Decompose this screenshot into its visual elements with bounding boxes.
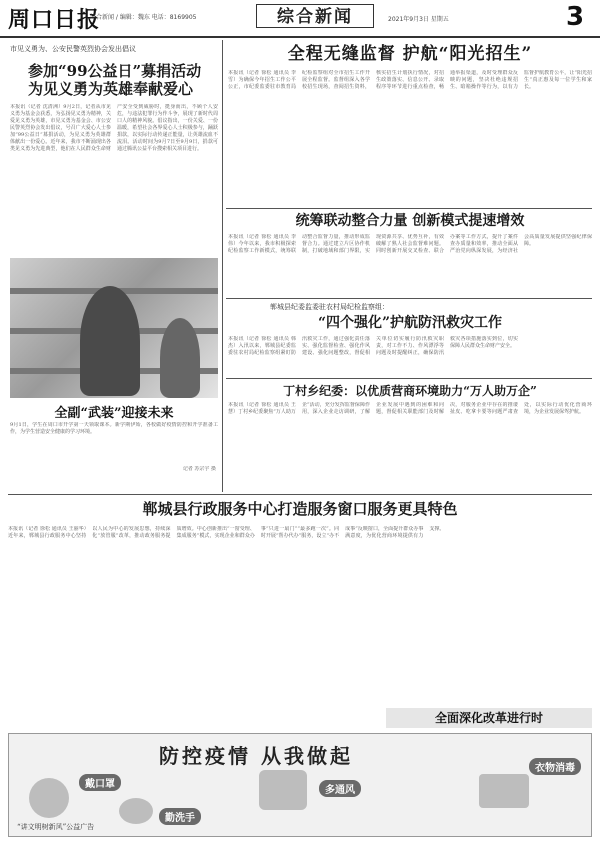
ad-label-disinfect: 衣物消毒 — [529, 758, 581, 775]
masthead — [0, 0, 600, 36]
handwash-icon — [119, 798, 153, 824]
page-number: 3 — [566, 2, 585, 32]
story6-title: 郸城县行政服务中心打造服务窗口服务更具特色 — [142, 500, 458, 518]
ad-label-wash: 勤洗手 — [159, 808, 201, 825]
section-divider — [8, 494, 592, 495]
story5-body: 本报讯（记者 徐松 通讯员 王慧）丁村乡纪委聚焦“万人助万企”活动，充分发挥监督保障作用，深入企业走访调研，了解企业发展中遇到的困难和问题，督促相关职能部门及时解决，对服务企业中存在的推诿扯皮、吃拿卡要等问题严肃查处，以实际行动优化营商环境，为企业发展保驾护航。 — [228, 402, 592, 415]
issue-date: 2021年9月3日 星期五 — [388, 16, 449, 23]
section-title: 综合新闻 — [256, 4, 374, 28]
photo-credit: 记者 苏宗宇 摄 — [182, 466, 216, 472]
story2-title: 全程无缝监督 护航“阳光招生” — [287, 44, 533, 64]
story5-title: 丁村乡纪委：以优质营商环境助力“万人助万企” — [283, 384, 537, 398]
public-service-ad — [8, 733, 592, 837]
story2-body: 本报讯（记者 徐松 通讯员 李雪）为确保今年招生工作公平公正，市纪委监委驻市教育局纪检监察组对全市招生工作开展全程监督。监督组深入各学校招生现场，查阅招生资料，核实招生计划执行情况，对招生政策落实、信息公开、录取程序等环节进行重点检查，畅通举报渠道，及时受理群众反映的问题，坚决杜绝违规招生、暗箱操作等行为，以有力监督护航教育公平，让“阳光招生”真正惠及每一位学生和家长。 — [228, 70, 592, 90]
story4-kicker: 郸城县纪委监委驻农村局纪检监察组： — [270, 303, 389, 311]
story1-kicker: 市见义勇为、公安民警英烈协会发出倡议 — [10, 45, 136, 53]
story1-body: 本报讯（记者 沈清洲）9月2日，记者从市见义勇为基金会获悉，为弘扬见义勇为精神，关爱见义勇为英雄，市见义勇为基金会、市公安民警英烈协会发出倡议，号召广大爱心人士参加“99公益日”募捐活动，为见义勇为英雄群体献出一份爱心。近年来，我市不断涌现出各类见义勇为先进典型，他们在人民群众生命财产安全受到威胁时，挺身而出，不顾个人安危，与违法犯罪行为作斗争，展现了新时代周口人的精神风貌。倡议指出，一份关爱、一份温暖，希望社会各界爱心人士积极参与，踊跃捐款，以实际行动传递正能量，让英雄流血不流泪。活动时间为9月7日至9月9日，捐款可通过腾讯公益平台搜索相关项目进行。 — [10, 104, 218, 152]
edition-meta: 综合新闻 / 编辑：魏东 电话：8169905 — [90, 14, 197, 21]
news-photo — [10, 258, 218, 398]
story3-body: 本报讯（记者 徐松 通讯员 李伟）今年以来，我市积极探索纪检监察工作新模式，统筹联动整合监督力量，推动形成监督合力。通过建立片区协作机制，打破地域和部门界限，实现资源共享、优势互补，有效破解了熟人社会监督难问题。同时创新开展交叉检查、联合办案等工作方式，提升了案件查办质量和效率，推动全面从严治党向纵深发展，为经济社会高质量发展提供坚强纪律保障。 — [228, 234, 592, 254]
story6-body: 本报讯（记者 徐松 通讯员 王丽华）近年来，郸城县行政服务中心坚持以人民为中心的发展思想，持续深化“放管服”改革，推动政务服务提质增效。中心创新推出“一窗受理、集成服务”模式，实现企业和群众办事“只进一扇门”“最多跑一次”。同时开展“帮办代办”服务，设立“办不成事”反映窗口，全面提升群众办事满意度，为优化营商环境提供有力支撑。 — [8, 526, 445, 539]
section-divider — [226, 298, 592, 299]
ad-footer: “讲文明树新风”公益广告 — [17, 823, 95, 831]
story4-body: 本报讯（记者 徐松 通讯员 韩杰）入汛以来，郸城县纪委监委驻农村局纪检监察组紧盯防汛救灾工作，通过强化责任落实、强化监督检查、强化作风建设、强化问题整改，督促相关单位切实履行防汛救灾职责，对工作不力、作风漂浮等问题及时提醒纠正，确保防汛救灾各项措施落实到位，切实保障人民群众生命财产安全。 — [228, 336, 518, 356]
photo-caption-title: 全副“武装”迎接未来 — [54, 406, 174, 421]
reform-banner: 全面深化改革进行时 — [386, 708, 592, 728]
clothes-icon — [479, 774, 529, 808]
ad-title: 防控疫情 从我做起 — [159, 744, 353, 768]
section-divider — [226, 378, 592, 379]
newspaper-logo: 周口日报 — [8, 7, 101, 33]
section-divider — [226, 208, 592, 209]
story4-title: “四个强化”护航防汛救灾工作 — [317, 315, 503, 331]
column-divider — [222, 40, 223, 492]
story1-title-line1: 参加“99公益日”募捐活动 — [28, 62, 202, 80]
story1-title-line2: 为见义勇为英雄奉献爱心 — [28, 80, 194, 98]
photo-caption-text: 9月1日，学生在周口市开学第一天领取课本。新学期伊始，各校做好疫情防控和开学准备工作，为学生营造安全健康的学习环境。 — [10, 422, 218, 435]
ad-label-mask: 戴口罩 — [79, 774, 121, 791]
ad-label-ventilate: 多通风 — [319, 780, 361, 797]
mask-person-icon — [29, 778, 69, 818]
window-icon — [259, 770, 307, 810]
masthead-rule — [0, 36, 600, 38]
story3-title: 统筹联动整合力量 创新模式提速增效 — [295, 213, 525, 229]
